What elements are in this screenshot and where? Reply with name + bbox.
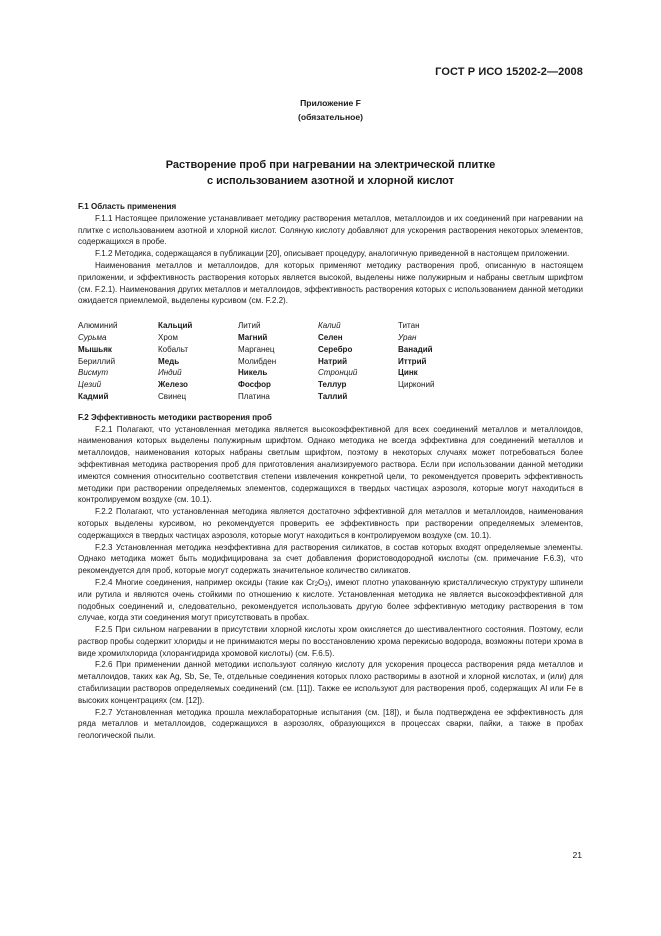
annex-label <box>0 97 661 124</box>
element-name: Стронций <box>318 368 358 378</box>
element-name: Кадмий <box>78 391 109 401</box>
title-line-2: с использованием азотной и хлорной кислот <box>206 174 455 187</box>
annex-status: (обязательное) <box>297 111 364 122</box>
element-name: Фосфор <box>238 380 271 390</box>
section-2-heading: F.2 Эффективность методики растворения проб <box>78 412 272 422</box>
elements-column <box>318 320 398 403</box>
paragraph-f-2-6: F.2.6 При применении данной методики используют соляную кислоту для ускорения процесса растворения ряда металлов и металлоидов, таких как Ag, Sb, Se, Te, отдельные соединения которых плохо растворимы в азотной и хлорной кислотах, и (или) для стабилизации растворов определяемых соединений (см. [11]). Также ее используют для растворения проб, содержащих Al или Fe в высоких концентрациях (см. [12]). <box>78 660 583 705</box>
element-name: Висмут <box>78 368 109 378</box>
elements-column <box>158 320 238 403</box>
element-name: Мышьяк <box>78 344 112 354</box>
elements-column <box>78 320 158 403</box>
element-name: Хром <box>158 332 178 342</box>
annex-name: Приложение F <box>300 98 361 108</box>
element-name: Кобальт <box>158 344 189 354</box>
element-name: Цирконий <box>398 380 435 390</box>
element-name: Литий <box>238 321 261 331</box>
title-line-1: Растворение проб при нагревании на электрической плитке <box>165 159 496 171</box>
paragraph-f-2-4: F.2.4 Многие соединения, например оксиды (такие как $Cr_2O_3$), имеют плотно упакованную кристаллическую структуру шпинели или рутила и являются очень стойкими по отношению к кислоте. Установленная методика не является высокоэффективной для подобных соединений и, следовательно, рекомендуется использовать другую более эффективную методику растворения в том случае, когда эти соединения могут присутствовать в пробах. <box>78 577 583 623</box>
paragraph-elements-intro: Наименования металлов и металлоидов, для которых применяют методику растворения проб, описанную в настоящем приложении, и эффективность растворения которых является высокой, выделены ниже полужирным и набраны светлым шрифтом (см. F.2.1). Наименования других металлов и металлоидов, эффективность растворения которых с использованием данной методики ожидается приемлемой, выделены курсивом (см. F.2.2). <box>78 260 583 306</box>
element-name: Серебро <box>318 344 353 354</box>
element-name: Бериллий <box>78 356 116 366</box>
paragraph-f-2-1: F.2.1 Полагают, что установленная методика является высокоэффективной для всех соединений металлов и металлоидов, наименования которых выделены полужирным шрифтом. Однако методика не всегда эффективна для соединений металлов и металлоидов, наименования которых набраны светлым шрифтом, поэтому в некоторых случаях может потребоваться более эффективная методика растворения проб для приготовления анализируемого раствора. Если при использовании данной методики имеются сомнения относительно соответствия степени извлечения конкретной цели, то рекомендуется проверить эффективность методики при растворении определяемых элементов, содержащихся в твердых частицах аэрозоля, которые могут находиться в контролируемом воздухе (см. 10.1). <box>78 424 583 505</box>
element-name: Железо <box>158 380 188 390</box>
standard-number: ГОСТ Р ИСО 15202-2—2008 <box>435 66 583 78</box>
element-name: Ванадий <box>398 344 433 354</box>
elements-column <box>398 320 478 403</box>
element-name: Магний <box>238 332 268 342</box>
paragraph-f-2-5: F.2.5 При сильном нагревании в присутствии хлорной кислоты хром окисляется до шестивалентного состояния. Поэтому, если раствор пробы содержит хлориды и не принимаются меры по восстановлению хрома перекисью водорода, возможны потери хрома в виде хромилхлорида (хлорангидрида хромовой кислоты) (см. F.6.5). <box>78 625 583 658</box>
paragraph-f-2-3: F.2.3 Установленная методика неэффективна для растворения силикатов, в состав которых входят определяемые элементы. Однако методика может быть модифицирована за счет добавления фористоводородной кислоты (см. примечание F.6.3), что рекомендуется для проб, которые могут содержать значительное количество силикатов. <box>78 542 583 576</box>
element-name: Натрий <box>318 356 348 366</box>
element-name: Сурьма <box>78 332 107 342</box>
element-name: Титан <box>398 321 420 331</box>
document-title <box>0 158 661 189</box>
paragraph-f-1-2: F.1.2 Методика, содержащаяся в публикации [20], описывает процедуру, аналогичную приведенной в настоящем приложении. <box>95 249 570 259</box>
element-name: Молибден <box>238 356 277 366</box>
element-name: Цезий <box>78 380 102 390</box>
element-name: Таллий <box>318 391 348 401</box>
element-name: Цинк <box>398 368 418 378</box>
element-name: Никель <box>238 368 268 378</box>
element-name: Индий <box>158 368 182 378</box>
section-1-heading: F.1 Область применения <box>78 202 177 211</box>
element-name: Калий <box>318 321 341 331</box>
document-body <box>78 201 583 742</box>
element-name: Иттрий <box>398 356 427 366</box>
element-name: Кальций <box>158 321 193 331</box>
element-name: Свинец <box>158 391 187 401</box>
element-name: Алюминий <box>78 321 118 331</box>
elements-list <box>78 320 583 403</box>
element-name: Селен <box>318 332 343 342</box>
paragraph-f-2-7: F.2.7 Установленная методика прошла межлабораторные испытания (см. [18]), и была подтверждена ее эффективность для ряда металлов и металлоидов, содержащихся в аэрозолях, образующихся в процессах сварки, пайки, а также в пробах геологической пыли. <box>78 707 583 741</box>
element-name: Медь <box>158 356 180 366</box>
elements-column <box>238 320 318 403</box>
element-name: Марганец <box>238 344 275 354</box>
element-name: Платина <box>238 391 270 401</box>
paragraph-f-2-2: F.2.2 Полагают, что установленная методика является достаточно эффективной для металлов и металлоидов, наименования которых выделены курсивом, но рекомендуется проверить ее эффективность при растворении определяемых элементов, содержащихся в твердых частицах аэрозоля, которые могут находиться в контролируемом воздухе (см. 10.1). <box>78 507 583 540</box>
page-number: 21 <box>572 850 582 860</box>
element-name: Уран <box>398 332 417 342</box>
paragraph-f-1-1: F.1.1 Настоящее приложение устанавливает методику растворения металлов, металлоидов и их соединений при нагревании на плитке с использованием азотной и хлорной кислот. Соляную кислоту добавляют для ускорения растворения некоторых элементов, содержащихся в пробе. <box>78 213 583 247</box>
element-name: Теллур <box>318 380 347 390</box>
